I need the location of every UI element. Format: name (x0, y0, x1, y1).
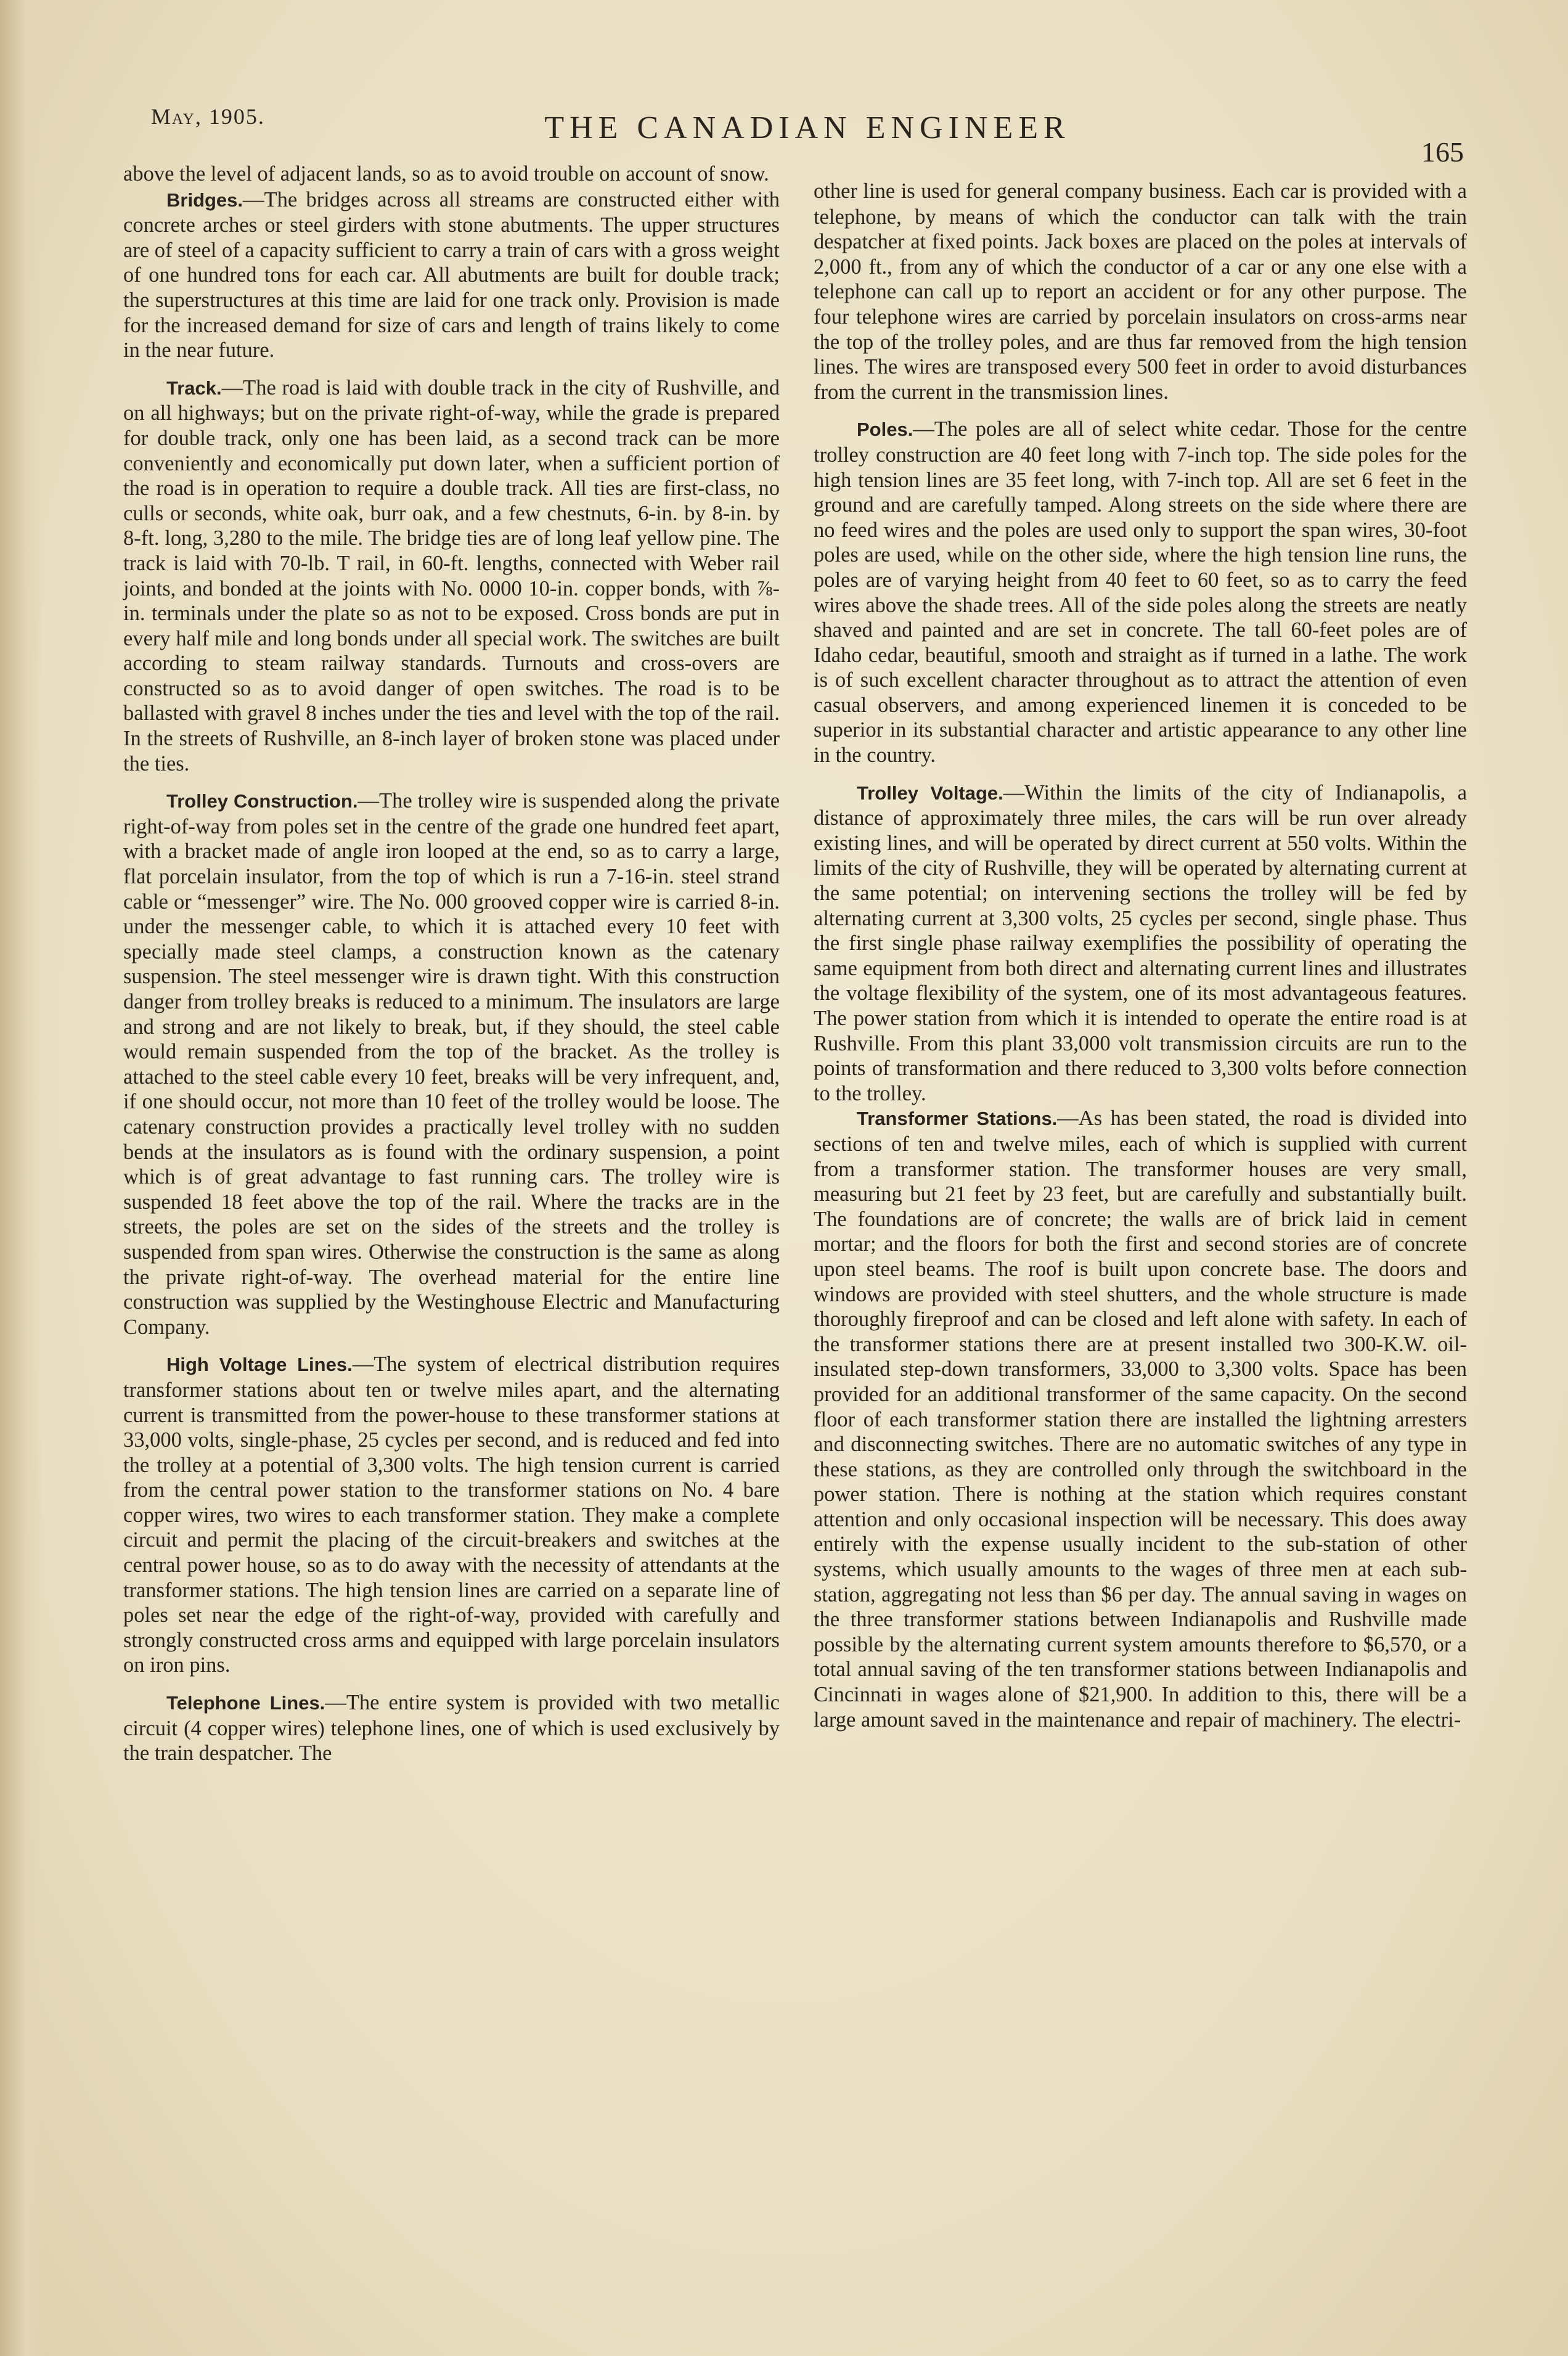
journal-title: THE CANADIAN ENGINEER (544, 110, 1071, 145)
binding-gutter (0, 0, 43, 2356)
section-heading: Track. (166, 377, 222, 399)
section-bridges (123, 187, 780, 363)
section-heading: Trolley Voltage. (857, 782, 1003, 804)
section-text: —The entire system is provided with two metallic circuit (4 copper wires) telephone lines, one of which is used exclusively by the train despatcher. The (123, 1691, 780, 1765)
section-text: —The poles are all of select white cedar. Those for the centre trolley construction are 40 feet long with 7-inch top. The side poles for the high tension lines are 35 feet long, with 7-inch top. All are set 6 feet in the ground and are carefully tamped. Along streets on the side where there are no feed wires and the poles are used only to support the span wires, 30-foot poles are used, while on the other side, where the high tension line runs, the poles are of varying height from 40 feet to 60 feet, so as to carry the feed wires above the shade trees. All of the side poles along the streets are neatly shaved and painted and are set in concrete. The tall 60-feet poles are of Idaho cedar, beautiful, smooth and straight as if turned in a lathe. The work is of such excellent character throughout as to attract the attention of even casual observers, and among experienced linemen it is conceded to be superior in its substantial character and artistic appearance to any other line in the country. (814, 417, 1467, 767)
page-number: 165 (1421, 136, 1464, 168)
section-heading: Trolley Construction. (166, 790, 358, 812)
left-column (123, 162, 780, 1766)
section-text: —The trolley wire is suspended along the private right-of-way from poles set in the centre of the grade one hundred feet apart, with a bracket made of angle iron looped at the end, so as to carry a large, flat porcelain insulator, from the top of which is run a 7-16-in. steel strand cable or “messenger” wire. The No. 000 grooved copper wire is carried 8-in. under the messenger cable, to which it is attached every 10 feet with specially made steel clamps, a construction known as the catenary suspension. The steel messenger wire is drawn tight. With this construction danger from trolley breaks is reduced to a minimum. The insulators are large and strong and are not likely to break, but, if they should, the steel cable would remain suspended from the top of the bracket. As the trolley is attached to the steel cable every 10 feet, breaks will be very infrequent, and, if one should occur, not more than 10 feet of the trolley would be loose. The catenary construction provides a practically level trolley with no sudden bends at the insulators as is found with the ordinary suspension, a point which is of great advantage to fast running cars. The trolley wire is suspended 18 feet above the top of the rail. Where the tracks are in the streets, the poles are set on the sides of the streets and the trolley is suspended from span wires. Otherwise the construction is the same as along the private right-of-way. The overhead material for the entire line construction was supplied by the Westinghouse Electric and Manufacturing Company. (123, 789, 780, 1339)
section-transformer-stations (814, 1106, 1467, 1732)
right-column (814, 162, 1467, 1732)
section-heading: Telephone Lines. (166, 1692, 325, 1714)
paragraph-text: other line is used for general company business. Each car is provided with a telephone, by means of which the conductor can talk with the train despatcher at fixed points. Jack boxes are placed on the poles at intervals of 2,000 ft., from any of which the conductor of a car or any one else with a telephone can call up to report an accident or for any other purpose. The four telephone wires are carried by porcelain insulators on cross-arms near the top of the trolley poles, and are thus far removed from the high tension lines. The wires are transposed every 500 feet in order to avoid disturbances from the current in the transmission lines. (814, 179, 1467, 404)
section-telephone-lines (123, 1690, 780, 1766)
section-poles (814, 417, 1467, 767)
section-track (123, 375, 780, 777)
paragraph (123, 162, 780, 187)
section-trolley-voltage (814, 780, 1467, 1106)
section-heading: High Voltage Lines. (166, 1354, 353, 1376)
section-heading: Poles. (857, 419, 913, 441)
section-text: —The road is laid with double track in the city of Rushville, and on all highways; but on the private right-of-way, while the grade is prepared for double track, only one has been laid, as a second track can be more conveniently and economically put down later, when a sufficient portion of the road is in operation to require a double track. All ties are first-class, no culls or seconds, white oak, burr oak, and a few chestnuts, 6-in. by 8-in. by 8-ft. long, 3,280 to the mile. The bridge ties are of long leaf yellow pine. The track is laid with 70-lb. T rail, in 60-ft. lengths, connected with Weber rail joints, and bonded at the joints with No. 0000 10-in. copper bonds, with ⅞-in. terminals under the plate so as not to be exposed. Cross bonds are put in every half mile and long bonds under all special work. The switches are built according to steam railway standards. Turnouts and cross-overs are constructed so as to avoid danger of open switches. The road is to be ballasted with gravel 8 inches under the ties and level with the top of the rail. In the streets of Rushville, an 8-inch layer of broken stone was placed under the ties. (123, 375, 780, 775)
issue-date: May, 1905. (151, 104, 265, 129)
paragraph (814, 179, 1467, 404)
section-trolley-construction (123, 788, 780, 1340)
section-text: —The system of electrical distribution requires transformer stations about ten or twelve miles apart, and the alternating current is transmitted from the power-house to these transformer stations at 33,000 volts, single-phase, 25 cycles per second, and is reduced and fed into the trolley at a potential of 3,300 volts. The high tension current is carried from the central power station to the transformer stations on No. 4 bare copper wires, two wires to each transformer station. They make a complete circuit and permit the placing of the circuit-breakers and switches at the central power house, so as to do away with the necessity of attendants at the transformer stations. The high tension lines are carried on a separate line of poles set near the edge of the right-of-way, provided with carefully and strongly constructed cross arms and equipped with large porcelain insulators on iron pins. (123, 1352, 780, 1677)
page-header (151, 92, 1464, 168)
section-heading: Bridges. (166, 189, 243, 211)
section-heading: Transformer Stations. (857, 1108, 1058, 1130)
section-high-voltage-lines (123, 1352, 780, 1678)
section-text: —As has been stated, the road is divided into sections of ten and twelve miles, each of which is supplied with current from a transformer station. The transformer houses are very small, measuring but 21 feet by 23 feet, but are carefully and substantially built. The foundations are of concrete; the walls are of brick laid in cement mortar; and the floors for both the first and second stories are of concrete upon steel beams. The roof is built upon concrete base. The doors and windows are provided with steel shutters, and the whole structure is made thoroughly fireproof and can be closed and left alone with safety. In each of the transformer stations there are at present installed two 300-K.W. oil-insulated step-down transformers, 33,000 to 3,300 volts. Space has been provided for an additional transformer of the same capacity. On the second floor of each transformer station there are installed the lightning arresters and disconnecting switches. There are no automatic switches of any type in these stations, as they are controlled only through the switchboard in the power station. There is nothing at the station which requires constant attention and only occasional inspection will be necessary. This does away entirely with the expense usually incident to the sub-station of other systems, which usually amounts to the wages of three men at each sub-station, aggregating not less than $6 per day. The annual saving in wages on the three transformer stations between Indianapolis and Rushville made possible by the alternating current system amounts therefore to $6,570, or a total annual saving of the ten transformer stations between Indianapolis and Cincinnati in wages alone of $21,900. In addition to this, there will be a large amount saved in the maintenance and repair of machinery. The electri- (814, 1106, 1467, 1732)
section-text: —The bridges across all streams are constructed either with concrete arches or steel girders with stone abutments. The upper structures are of steel of a capacity sufficient to carry a train of cars with a gross weight of one hundred tons for each car. All abutments are built for double track; the superstructures at this time are laid for one track only. Provision is made for the increased demand for size of cars and length of trains likely to come in the near future. (123, 187, 780, 362)
section-text: —Within the limits of the city of Indianapolis, a distance of approximately three miles, the cars will be run over already existing lines, and will be operated by direct current at 550 volts. Within the limits of the city of Rushville, they will be operated by alternating current at the same potential; on intervening sections the trolley will be fed by alternating current at 3,300 volts, 25 cycles per second, single phase. Thus the first single phase railway exemplifies the possibility of operating the same equipment from both direct and alternating current lines and illustrates the voltage flexibility of the system, one of its most advantageous features. The power station from which it is intended to operate the entire road is at Rushville. From this plant 33,000 volt transmission circuits are run to the points of transformation and there reduced to 3,300 volts before connection to the trolley. (814, 780, 1468, 1105)
paragraph-text: above the level of adjacent lands, so as to avoid trouble on account of snow. (123, 162, 769, 186)
